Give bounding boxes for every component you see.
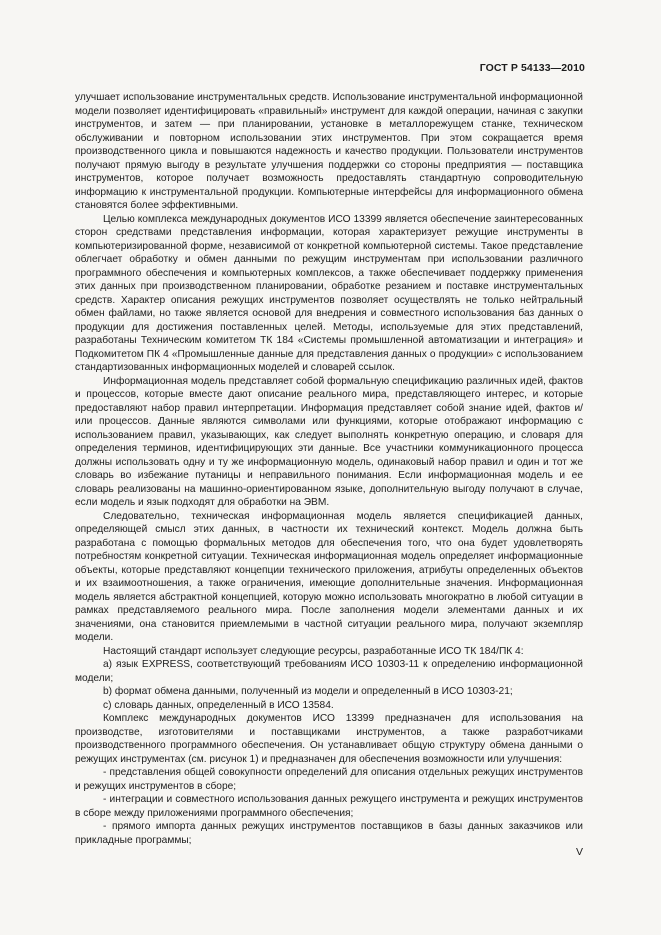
- paragraph: Целью комплекса международных документов ИСО 13399 является обеспечение заинтересованных сторон средствами представления информации, которая характеризует режущие инструменты в компьютеризированной форме, независимой от конкретной компьютерной системы. Такое представление облегчает обработку и обмен данными по режущим инструментам при использовании различного программного обеспечения и компьютерных комплексов, а также обеспечивает поддержку применения этих данных при производственном планировании, обработке резанием и поставке инструментальных средств. Характер описания режущих инструментов позволяет осуществлять не только нейтральный обмен файлами, но также является основой для внедрения и совместного использования баз данных о продукции для достижения поставленных целей. Методы, используемые для этих представлений, разработаны Техническим комитетом ТК 184 «Системы промышленной автоматизации и интеграция» и Подкомитетом ПК 4 «Промышленные данные для представления данных о продукции» с использованием стандартизованных информационных моделей и словарей ссылок.: [75, 213, 583, 373]
- bullet-item: - интеграции и совместного использования данных режущего инструмента и режущих инструментов в сборе между приложениями программного обеспечения;: [75, 794, 583, 819]
- paragraph: Информационная модель представляет собой формальную спецификацию различных идей, фактов и процессов, которые вместе дают описание реального мира, представляющего интерес, и которые предоставляют набор правил интерпретации. Информация представляет собой знание идей, фактов и/или процессов. Данные являются символами или функциями, которые отображают информацию с использованием правил, указывающих, как следует выполнять конкретную операцию, и словаря для определения терминов, идентифицирующих эти данные. Все участники коммуникационного процесса должны использовать одну и ту же информационную модель, одинаковый набор правил и один и тот же словарь во избежание путаницы и неправильного понимания. Если информационная модель и ее словарь реализованы на машинно-ориентированном языке, дополнительную выгоду получают в случае, если модель и язык подходят для обработки на ЭВМ.: [75, 375, 583, 508]
- paragraph: улучшает использование инструментальных средств. Использование инструментальной информационной модели позволяет идентифицировать «правильный» инструмент для каждой операции, начиная с закупки инструментов, и затем — при планировании, установке в металлорежущем станке, техническом обслуживании и повторном использовании этих инструментов. При этом сокращается время производственного цикла и повышаются надежность и качество продукции. Пользователи инструментов получают прямую выгоду в результате улучшения поддержки со стороны предприятия — поставщика инструментов, которое получает возможность предоставлять стандартную сопроводительную информацию к инструментальной продукции. Компьютерные интерфейсы для информационного обмена становятся более эффективными.: [75, 92, 583, 211]
- list-item: c) словарь данных, определенный в ИСО 13584.: [103, 699, 334, 711]
- list-item: a) язык EXPRESS, соответствующий требованиям ИСО 10303-11 к определению информационной модели;: [75, 659, 583, 684]
- list-item: b) формат обмена данными, полученный из модели и определенный в ИСО 10303-21;: [103, 686, 513, 697]
- page-number: V: [575, 846, 583, 858]
- document-code: ГОСТ Р 54133—2010: [479, 62, 585, 74]
- paragraph: Комплекс международных документов ИСО 13399 предназначен для использования на производстве, изготовителями и поставщиками инструментов, а также разработчиками производственного программного обеспечения. Он устанавливает общую структуру обмена данными о режущих инструментах (см. рисунок 1) и предназначен для обеспечения возможности или улучшения:: [75, 713, 583, 765]
- bullet-item: - прямого импорта данных режущих инструментов поставщиков в базы данных заказчиков или прикладные программы;: [75, 821, 583, 846]
- paragraph: Следовательно, техническая информационная модель является спецификацией данных, определяющей смысл этих данных, в частности их технический контекст. Модель должна быть разработана с помощью формальных методов для обеспечения того, что она будет удовлетворять потребностям конкретной ситуации. Техническая информационная модель определяет информационные объекты, которые представляют концепции технического приложения, атрибуты определенных объектов и их взаимоотношения, а также ограничения, имеющие дополнительные значения. Информационная модель является абстрактной концепцией, которую можно использовать многократно в любой ситуации в рамках представляемого реального мира. После заполнения модели элементами данных и их значениями, она становится приемлемыми в частной ситуации реального мира, получают экземпляр модели.: [75, 510, 583, 643]
- document-body: [75, 91, 583, 847]
- paragraph: Настоящий стандарт использует следующие ресурсы, разработанные ИСО ТК 184/ПК 4:: [103, 645, 524, 657]
- bullet-item: - представления общей совокупности определений для описания отдельных режущих инструментов и режущих инструментов в сборе;: [75, 767, 583, 792]
